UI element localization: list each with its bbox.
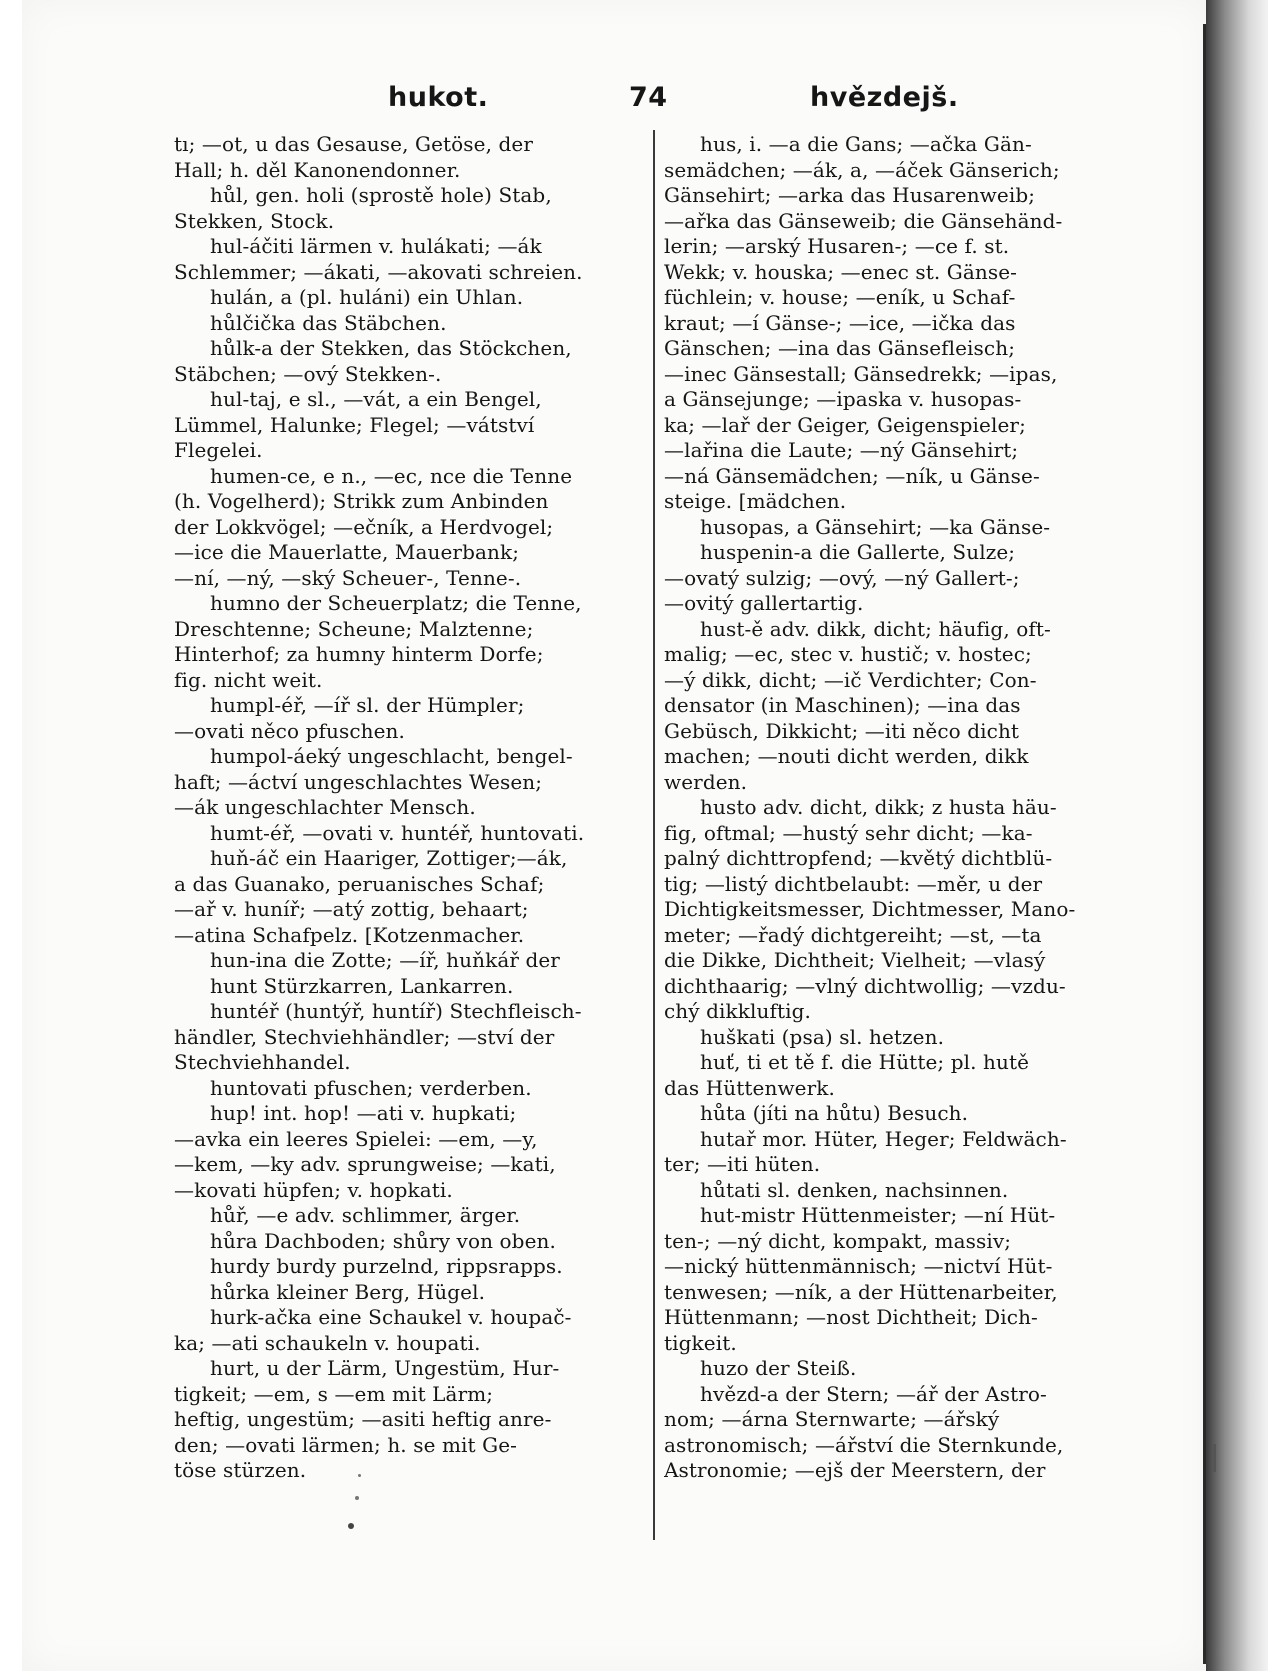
dictionary-line: —ovatý sulzig; —ový, —ný Gallert-; [664, 565, 1020, 590]
dictionary-line: —ovitý gallertartig. [664, 591, 864, 615]
dictionary-line: Hüttenmann; —nost Dichtheit; Dich- [664, 1305, 1038, 1329]
dictionary-line: hůra Dachboden; shůry von oben. [210, 1228, 556, 1253]
dictionary-line: Dreschtenne; Scheune; Malztenne; [174, 616, 534, 641]
dictionary-line: hut-mistr Hüttenmeister; —ní Hüt- [700, 1203, 1056, 1227]
dictionary-line: huntéř (huntýř, huntíř) Stechfleisch- [210, 999, 582, 1023]
dictionary-line: hup! int. hop! —ati v. hupkati; [210, 1101, 517, 1125]
dictionary-line: dichthaarig; —vlný dichtwollig; —vzdu- [664, 973, 1066, 998]
margin-mark [1213, 1444, 1216, 1472]
dictionary-line: Schlemmer; —ákati, —akovati schreien. [174, 259, 583, 284]
dictionary-line: Stechviehhandel. [174, 1050, 351, 1074]
dictionary-line: —avka ein leeres Spielei: —em, —y, [174, 1126, 538, 1151]
dictionary-line: Dichtigkeitsmesser, Dichtmesser, Mano- [664, 897, 1076, 921]
dictionary-line: Gänschen; —ina das Gänsefleisch; [664, 336, 1016, 360]
paper-speck [348, 1523, 354, 1529]
dictionary-line: fig, oftmal; —hustý sehr dicht; —ka- [664, 820, 1033, 845]
dictionary-line: die Dikke, Dichtheit; Vielheit; —vlasý [664, 948, 1046, 972]
dictionary-line: —ní, —ný, —ský Scheuer-, Tenne-. [174, 565, 522, 590]
dictionary-line: Gebüsch, Dikkicht; —iti něco dicht [664, 718, 1020, 743]
dictionary-line: —ař v. huníř; —atý zottig, behaart; [174, 897, 529, 921]
dictionary-line: humen-ce, e n., —ec, nce die Tenne [210, 463, 573, 488]
dictionary-line: hvězd-a der Stern; —ář der Astro- [700, 1381, 1047, 1406]
dictionary-line: husopas, a Gänsehirt; —ka Gänse- [700, 514, 1051, 539]
column-divider [653, 130, 655, 1540]
dictionary-line: densator (in Maschinen); —ina das [664, 693, 1021, 717]
dictionary-line: Flegelei. [174, 438, 263, 462]
dictionary-line: Lümmel, Halunke; Flegel; —vátství [174, 412, 535, 437]
dictionary-line: hul-áčiti lärmen v. hulákati; —ák [210, 234, 542, 258]
dictionary-line: heftig, ungestüm; —asiti heftig anre- [174, 1407, 552, 1431]
dictionary-line: werden. [664, 769, 748, 794]
dictionary-line: (h. Vogelherd); Strikk zum Anbinden [174, 489, 549, 513]
dictionary-line: Stäbchen; —ový Stekken-. [174, 361, 442, 386]
dictionary-line: hůlk-a der Stekken, das Stöckchen, [210, 336, 572, 360]
dictionary-line: semädchen; —ák, a, —áček Gänserich; [664, 157, 1060, 182]
dictionary-line: —ovati něco pfuschen. [174, 718, 405, 743]
dictionary-line: humt-éř, —ovati v. huntéř, huntovati. [210, 820, 585, 845]
dictionary-line: humpol-áeký ungeschlacht, bengel- [210, 744, 573, 768]
dictionary-line: huť, ti et tě f. die Hütte; pl. hutě [700, 1050, 1030, 1074]
dictionary-line: der Lokkvögel; —ečník, a Herdvogel; [174, 514, 554, 539]
dictionary-line: tı; —ot, u das Gesause, Getöse, der [174, 132, 534, 156]
dictionary-line: a Gänsejunge; —ipaska v. husopas- [664, 387, 1022, 411]
dictionary-line: hůrka kleiner Berg, Hügel. [210, 1279, 486, 1304]
dictionary-line: —kem, —ky adv. sprungweise; —kati, [174, 1152, 556, 1176]
dictionary-line: tigkeit; —em, s —em mit Lärm; [174, 1381, 494, 1406]
dictionary-line: humno der Scheuerplatz; die Tenne, [210, 591, 582, 615]
dictionary-line: hůlčička das Stäbchen. [210, 310, 447, 335]
dictionary-line: —ařka das Gänseweib; die Gänsehänd- [664, 208, 1063, 233]
dictionary-line: —ná Gänsemädchen; —ník, u Gänse- [664, 463, 1040, 488]
dictionary-line: hůř, —e adv. schlimmer, ärger. [210, 1203, 521, 1227]
dictionary-line: —lařina die Laute; —ný Gänsehirt; [664, 438, 1019, 462]
dictionary-line: —kovati hüpfen; v. hopkati. [174, 1177, 453, 1202]
dictionary-line: steige. [mädchen. [664, 489, 847, 513]
dictionary-line: Hall; h. děl Kanonendonner. [174, 157, 461, 182]
dictionary-line: nom; —árna Sternwarte; —ářský [664, 1407, 1000, 1431]
dictionary-line: ter; —iti hüten. [664, 1152, 821, 1176]
dictionary-line: astronomisch; —ářství die Sternkunde, [664, 1432, 1064, 1457]
dictionary-line: malig; —ec, stec v. hustič; v. hostec; [664, 642, 1032, 666]
dictionary-line: huzo der Steiß. [700, 1356, 857, 1380]
paper-speck [358, 1474, 361, 1477]
dictionary-line: tig; —listý dichtbelaubt: —měr, u der [664, 871, 1043, 896]
dictionary-line: das Hüttenwerk. [664, 1075, 835, 1100]
dictionary-line: chý dikkluftig. [664, 999, 811, 1023]
dictionary-line: kraut; —í Gänse-; —ice, —ička das [664, 310, 1016, 335]
dictionary-line: husto adv. dicht, dikk; z husta häu- [700, 795, 1057, 819]
dictionary-line: haft; —áctví ungeschlachtes Wesen; [174, 769, 543, 794]
dictionary-line: hurt, u der Lärm, Ungestüm, Hur- [210, 1356, 560, 1380]
dictionary-line: händler, Stechviehhändler; —ství der [174, 1024, 555, 1049]
dictionary-line: hůta (jíti na hůtu) Besuch. [700, 1101, 969, 1125]
dictionary-line: humpl-éř, —íř sl. der Hümpler; [210, 693, 525, 717]
dictionary-line: hunt Stürzkarren, Lankarren. [210, 973, 514, 998]
dictionary-line: fig. nicht weit. [174, 667, 323, 692]
dictionary-line: hul-taj, e sl., —vát, a ein Bengel, [210, 387, 542, 411]
dictionary-line: tigkeit. [664, 1330, 737, 1355]
dictionary-line: hurk-ačka eine Schaukel v. houpač- [210, 1305, 572, 1329]
dictionary-line: —inec Gänsestall; Gänsedrekk; —ipas, [664, 361, 1058, 386]
dictionary-line: —ák ungeschlachter Mensch. [174, 795, 476, 819]
right-column [664, 132, 1136, 1612]
dictionary-line: huntovati pfuschen; verderben. [210, 1075, 532, 1100]
dictionary-line: palný dichttropfend; —květý dichtblü- [664, 846, 1053, 870]
dictionary-line: tenwesen; —ník, a der Hüttenarbeiter, [664, 1279, 1058, 1304]
dictionary-line: Hinterhof; za humny hinterm Dorfe; [174, 642, 544, 666]
dictionary-line: hůl, gen. holi (sprostě hole) Stab, [210, 183, 552, 207]
dictionary-line: —nický hüttenmännisch; —nictví Hüt- [664, 1254, 1053, 1278]
dictionary-line: ten-; —ný dicht, kompakt, massiv; [664, 1228, 1012, 1253]
dictionary-line: a das Guanako, peruanisches Schaf; [174, 871, 545, 896]
dictionary-line: Gänsehirt; —arka das Husarenweib; [664, 183, 1036, 207]
dictionary-line: hulán, a (pl. huláni) ein Uhlan. [210, 285, 524, 309]
dictionary-line: hurdy burdy purzelnd, rippsrapps. [210, 1254, 563, 1278]
dictionary-line: hůtati sl. denken, nachsinnen. [700, 1177, 1009, 1202]
page-header [22, 82, 1208, 122]
left-column [174, 132, 648, 1612]
dictionary-line: huň-áč ein Haariger, Zottiger;—ák, [210, 846, 568, 870]
dictionary-line: —ice die Mauerlatte, Mauerbank; [174, 540, 520, 564]
right-guide-word: hvězdejš. [810, 82, 959, 113]
dictionary-line: ka; —lař der Geiger, Geigenspieler; [664, 412, 1026, 437]
dictionary-line: —atina Schafpelz. [Kotzenmacher. [174, 922, 525, 947]
dictionary-line: ka; —ati schaukeln v. houpati. [174, 1330, 481, 1355]
page-edge-shadow [1206, 0, 1268, 1671]
dictionary-line: hust-ě adv. dikk, dicht; häufig, oft- [700, 616, 1051, 641]
page-number: 74 [629, 82, 668, 113]
left-guide-word: hukot. [388, 82, 489, 113]
dictionary-line: den; —ovati lärmen; h. se mit Ge- [174, 1432, 518, 1457]
dictionary-line: huspenin-a die Gallerte, Sulze; [700, 540, 1016, 564]
dictionary-line: töse stürzen. [174, 1458, 307, 1482]
dictionary-line: hus, i. —a die Gans; —ačka Gän- [700, 132, 1032, 156]
dictionary-line: füchlein; v. house; —eník, u Schaf- [664, 285, 1016, 309]
dictionary-line: —ý dikk, dicht; —ič Verdichter; Con- [664, 667, 1037, 692]
dictionary-line: Astronomie; —ejš der Meerstern, der [664, 1458, 1046, 1482]
dictionary-line: huškati (psa) sl. hetzen. [700, 1024, 945, 1049]
dictionary-line: meter; —řadý dichtgereiht; —st, —ta [664, 922, 1042, 947]
dictionary-line: Wekk; v. houska; —enec st. Gänse- [664, 259, 1018, 284]
dictionary-line: hun-ina die Zotte; —íř, huňkář der [210, 948, 560, 972]
dictionary-line: machen; —nouti dicht werden, dikk [664, 744, 1029, 768]
dictionary-line: hutař mor. Hüter, Heger; Feldwäch- [700, 1126, 1067, 1151]
dictionary-line: lerin; —arský Husaren-; —ce f. st. [664, 234, 1010, 258]
dictionary-line: Stekken, Stock. [174, 208, 335, 233]
paper-speck [355, 1496, 359, 1500]
